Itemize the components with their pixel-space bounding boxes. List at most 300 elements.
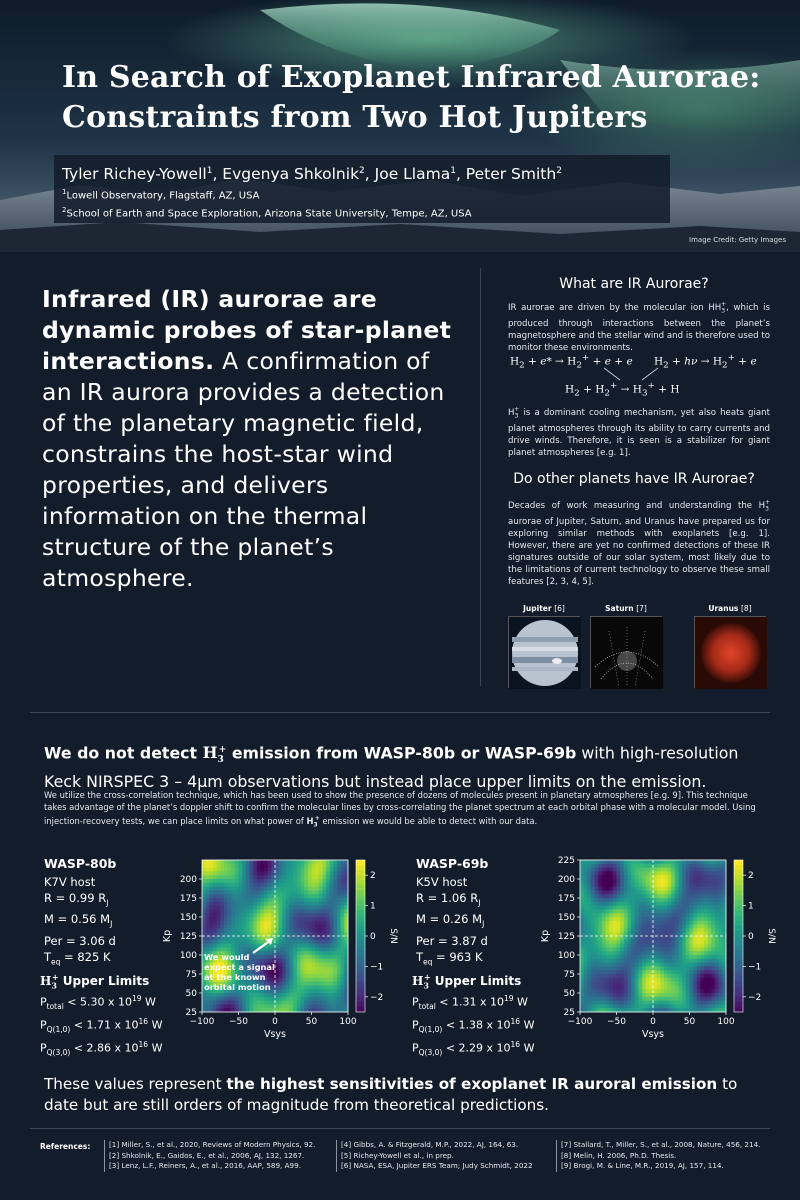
heatmap-cell — [602, 1004, 606, 1008]
heatmap-cell — [206, 890, 210, 894]
heatmap-cell — [301, 940, 305, 944]
heatmap-cell — [715, 944, 719, 948]
heatmap-cell — [715, 951, 719, 955]
heatmap-cell — [642, 868, 646, 872]
heatmap-cell — [213, 997, 217, 1001]
heatmap-cell — [613, 868, 617, 872]
heatmap-cell — [301, 985, 305, 989]
heatmap-cell — [257, 1004, 261, 1008]
heatmap-cell — [664, 879, 668, 883]
heatmap-cell — [286, 959, 290, 963]
heatmap-cell — [617, 963, 621, 967]
heatmap-cell — [587, 970, 591, 974]
heatmap-cell — [217, 913, 221, 917]
heatmap-cell — [217, 940, 221, 944]
heatmap-cell — [642, 936, 646, 940]
heatmap-cell — [664, 944, 668, 948]
heatmap-cell — [708, 875, 712, 879]
heatmap-cell — [217, 997, 221, 1001]
heatmap-cell — [690, 951, 694, 955]
heatmap-cell — [657, 936, 661, 940]
heatmap-cell — [620, 940, 624, 944]
heatmap-cell — [660, 985, 664, 989]
heatmap-cell — [580, 936, 584, 940]
heatmap-cell — [315, 985, 319, 989]
heatmap-cell — [330, 951, 334, 955]
heatmap-cell — [668, 993, 672, 997]
heatmap-cell — [653, 989, 657, 993]
heatmap-cell — [715, 955, 719, 959]
heatmap-cell — [679, 887, 683, 891]
heatmap-cell — [315, 966, 319, 970]
heatmap-cell — [668, 925, 672, 929]
heatmap-cell — [700, 944, 704, 948]
heatmap-cell — [660, 982, 664, 986]
heatmap-cell — [697, 928, 701, 932]
heatmap-cell — [275, 887, 279, 891]
heatmap-cell — [660, 970, 664, 974]
heatmap-cell — [322, 928, 326, 932]
heatmap-cell — [304, 879, 308, 883]
heatmap-cell — [326, 925, 330, 929]
heatmap-cell — [228, 860, 232, 864]
y-tick-label: 75 — [185, 970, 197, 980]
heatmap-cell — [704, 913, 708, 917]
heatmap-cell — [686, 925, 690, 929]
heatmap-cell — [322, 879, 326, 883]
heatmap-cell — [209, 909, 213, 913]
heatmap-cell — [264, 955, 268, 959]
heatmap-cell — [719, 864, 723, 868]
heatmap-cell — [598, 864, 602, 868]
heatmap-cell — [591, 868, 595, 872]
heatmap-cell — [690, 970, 694, 974]
heatmap-cell — [587, 917, 591, 921]
heatmap-cell — [642, 940, 646, 944]
heatmap-cell — [290, 913, 294, 917]
heatmap-cell — [657, 887, 661, 891]
heatmap-cell — [671, 913, 675, 917]
heatmap-cell — [242, 894, 246, 898]
heatmap-cell — [675, 894, 679, 898]
heatmap-cell — [312, 898, 316, 902]
heatmap-cell — [631, 966, 635, 970]
heatmap-cell — [613, 963, 617, 967]
heatmap-cell — [279, 1001, 283, 1005]
heatmap-cell — [231, 928, 235, 932]
heatmap-cell — [627, 925, 631, 929]
heatmap-cell — [660, 883, 664, 887]
heatmap-cell — [297, 951, 301, 955]
heatmap-cell — [657, 894, 661, 898]
heatmap-cell — [704, 887, 708, 891]
heatmap-cell — [679, 928, 683, 932]
heatmap-cell — [591, 906, 595, 910]
heatmap-cell — [282, 951, 286, 955]
heatmap-cell — [206, 887, 210, 891]
heatmap-cell — [337, 970, 341, 974]
heatmap-cell — [679, 955, 683, 959]
heatmap-cell — [580, 890, 584, 894]
heatmap-cell — [595, 944, 599, 948]
heatmap-cell — [624, 963, 628, 967]
heatmap-cell — [293, 868, 297, 872]
heatmap-cell — [690, 1001, 694, 1005]
heatmap-cell — [690, 894, 694, 898]
heatmap-cell — [293, 921, 297, 925]
heatmap-cell — [682, 883, 686, 887]
heatmap-cell — [260, 993, 264, 997]
heatmap-cell — [613, 978, 617, 982]
heatmap-cell — [315, 890, 319, 894]
heatmap-cell — [617, 970, 621, 974]
heatmap-cell — [228, 868, 232, 872]
heatmap-cell — [312, 940, 316, 944]
heatmap-cell — [584, 921, 588, 925]
heatmap-cell — [598, 978, 602, 982]
heatmap-cell — [322, 966, 326, 970]
heatmap-cell — [315, 864, 319, 868]
heatmap-cell — [719, 875, 723, 879]
heatmap-cell — [620, 928, 624, 932]
heatmap-cell — [660, 871, 664, 875]
y-tick-label: 200 — [179, 875, 197, 885]
heatmap-cell — [257, 936, 261, 940]
heatmap-cell — [595, 1004, 599, 1008]
heatmap-cell — [286, 1001, 290, 1005]
y-tick-label: 175 — [557, 894, 575, 904]
heatmap-cell — [697, 894, 701, 898]
heatmap-cell — [719, 963, 723, 967]
heatmap-cell — [246, 947, 250, 951]
heatmap-cell — [322, 925, 326, 929]
heatmap-cell — [711, 978, 715, 982]
heatmap-cell — [315, 909, 319, 913]
heatmap-cell — [635, 970, 639, 974]
heatmap-cell — [304, 917, 308, 921]
heatmap-cell — [312, 966, 316, 970]
heatmap-cell — [228, 875, 232, 879]
heatmap-cell — [646, 947, 650, 951]
heatmap-cell — [613, 906, 617, 910]
heatmap-cell — [671, 985, 675, 989]
heatmap-cell — [584, 947, 588, 951]
heatmap-cell — [627, 951, 631, 955]
heatmap-cell — [220, 860, 224, 864]
heatmap-cell — [609, 890, 613, 894]
heatmap-cell — [704, 947, 708, 951]
heatmap-cell — [675, 982, 679, 986]
heatmap-cell — [304, 966, 308, 970]
heatmap-cell — [690, 936, 694, 940]
heatmap-cell — [282, 860, 286, 864]
heatmap-cell — [715, 959, 719, 963]
heatmap-cell — [253, 871, 257, 875]
colorbar-segment — [734, 880, 743, 885]
heatmap-cell — [671, 936, 675, 940]
heatmap-cell — [686, 959, 690, 963]
heatmap-cell — [624, 871, 628, 875]
heatmap-cell — [711, 894, 715, 898]
heatmap-cell — [700, 951, 704, 955]
heatmap-cell — [330, 985, 334, 989]
heatmap-cell — [664, 993, 668, 997]
heatmap-cell — [638, 909, 642, 913]
heatmap-cell — [602, 875, 606, 879]
heatmap-cell — [333, 985, 337, 989]
heatmap-cell — [664, 906, 668, 910]
heatmap-cell — [708, 978, 712, 982]
heatmap-cell — [228, 890, 232, 894]
heatmap-cell — [297, 894, 301, 898]
heatmap-cell — [704, 894, 708, 898]
heatmap-cell — [704, 1001, 708, 1005]
heatmap-cell — [268, 860, 272, 864]
heatmap-cell — [675, 1001, 679, 1005]
heatmap-cell — [627, 940, 631, 944]
heatmap-cell — [231, 868, 235, 872]
heatmap-cell — [304, 890, 308, 894]
heatmap-cell — [711, 883, 715, 887]
heatmap-cell — [617, 917, 621, 921]
heatmap-cell — [624, 997, 628, 1001]
heatmap-cell — [595, 864, 599, 868]
heatmap-cell — [322, 936, 326, 940]
heatmap-cell — [213, 947, 217, 951]
heatmap-cell — [330, 921, 334, 925]
heatmap-cell — [653, 959, 657, 963]
heatmap-cell — [268, 993, 272, 997]
heatmap-cell — [715, 978, 719, 982]
heatmap-cell — [668, 906, 672, 910]
heatmap-cell — [617, 1004, 621, 1008]
heatmap-cell — [580, 982, 584, 986]
heatmap-cell — [286, 997, 290, 1001]
heatmap-cell — [708, 871, 712, 875]
heatmap-cell — [220, 875, 224, 879]
heatmap-cell — [704, 936, 708, 940]
heatmap-cell — [301, 966, 305, 970]
heatmap-cell — [635, 993, 639, 997]
heatmap-cell — [337, 883, 341, 887]
heatmap-cell — [595, 955, 599, 959]
heatmap-cell — [235, 921, 239, 925]
heatmap-cell — [239, 883, 243, 887]
heatmap-cell — [700, 913, 704, 917]
heatmap-cell — [242, 925, 246, 929]
heatmap-cell — [719, 898, 723, 902]
heatmap-cell — [715, 894, 719, 898]
heatmap-cell — [220, 1004, 224, 1008]
heatmap-cell — [591, 921, 595, 925]
heatmap-cell — [697, 906, 701, 910]
heatmap-cell — [282, 993, 286, 997]
colorbar-tick-label: −2 — [370, 992, 384, 1003]
heatmap-cell — [290, 887, 294, 891]
heatmap-cell — [326, 917, 330, 921]
heatmap-cell — [635, 879, 639, 883]
heatmap-cell — [580, 883, 584, 887]
heatmap-cell — [613, 875, 617, 879]
heatmap-cell — [275, 936, 279, 940]
heatmap-cell — [249, 902, 253, 906]
heatmap-cell — [301, 917, 305, 921]
heatmap-cell — [642, 879, 646, 883]
heatmap-cell — [319, 944, 323, 948]
heatmap-cell — [638, 890, 642, 894]
heatmap-cell — [220, 902, 224, 906]
heatmap-cell — [580, 868, 584, 872]
heatmap-cell — [322, 883, 326, 887]
heatmap-cell — [595, 936, 599, 940]
heatmap-cell — [708, 913, 712, 917]
heatmap-cell — [675, 974, 679, 978]
heatmap-cell — [290, 974, 294, 978]
heatmap-cell — [304, 883, 308, 887]
heatmap-cell — [297, 906, 301, 910]
heatmap-cell — [690, 1004, 694, 1008]
heatmap-cell — [627, 993, 631, 997]
heatmap-cell — [602, 989, 606, 993]
heatmap-cell — [326, 894, 330, 898]
heatmap-cell — [330, 966, 334, 970]
heatmap-cell — [279, 985, 283, 989]
heatmap-cell — [297, 1001, 301, 1005]
heatmap-cell — [330, 1004, 334, 1008]
heatmap-cell — [591, 887, 595, 891]
heatmap-cell — [297, 974, 301, 978]
heatmap-cell — [617, 947, 621, 951]
heatmap-cell — [609, 997, 613, 1001]
heatmap-cell — [580, 913, 584, 917]
heatmap-cell — [587, 909, 591, 913]
heatmap-cell — [609, 963, 613, 967]
heatmap-cell — [587, 1001, 591, 1005]
colorbar-segment — [356, 966, 365, 971]
heatmap-cell — [239, 894, 243, 898]
heatmap-cell — [253, 902, 257, 906]
heatmap-cell — [206, 864, 210, 868]
heatmap-cell — [646, 963, 650, 967]
heatmap-cell — [700, 963, 704, 967]
y-tick-label: 50 — [185, 989, 197, 999]
references-label: References: — [40, 1142, 91, 1151]
heatmap-cell — [664, 1001, 668, 1005]
heatmap-cell — [286, 940, 290, 944]
heatmap-cell — [275, 894, 279, 898]
heatmap-cell — [693, 868, 697, 872]
heatmap-cell — [609, 982, 613, 986]
heatmap-cell — [282, 894, 286, 898]
heatmap-cell — [664, 883, 668, 887]
heatmap-cell — [337, 944, 341, 948]
colorbar-label: S/N — [388, 928, 398, 944]
heatmap-cell — [690, 989, 694, 993]
what-heading: What are IR Aurorae? — [559, 276, 709, 292]
heatmap-cell — [631, 1001, 635, 1005]
heatmap-cell — [660, 902, 664, 906]
heatmap-cell — [668, 966, 672, 970]
heatmap-cell — [591, 989, 595, 993]
heatmap-cell — [598, 928, 602, 932]
heatmap-cell — [297, 887, 301, 891]
heatmap-cell — [235, 944, 239, 948]
heatmap-cell — [246, 868, 250, 872]
heatmap-cell — [675, 890, 679, 894]
heatmap-cell — [591, 959, 595, 963]
heatmap-cell — [217, 944, 221, 948]
heatmap-cell — [220, 917, 224, 921]
heatmap-cell — [719, 879, 723, 883]
heatmap-cell — [297, 902, 301, 906]
colorbar-segment — [734, 911, 743, 916]
heatmap-cell — [239, 898, 243, 902]
heatmap-cell — [711, 947, 715, 951]
heatmap-cell — [304, 993, 308, 997]
heatmap-cell — [660, 993, 664, 997]
heatmap-cell — [624, 917, 628, 921]
heatmap-cell — [304, 989, 308, 993]
heatmap-cell — [631, 868, 635, 872]
heatmap-cell — [653, 970, 657, 974]
heatmap-cell — [235, 940, 239, 944]
heatmap-cell — [631, 959, 635, 963]
heatmap-cell — [275, 970, 279, 974]
reaction-equation-2: $H_2 + h\nu \to H_2^+ + e$ — [654, 353, 757, 371]
heatmap-cell — [584, 925, 588, 929]
heatmap-cell — [308, 978, 312, 982]
heatmap-cell — [719, 940, 723, 944]
heatmap-cell — [595, 902, 599, 906]
heatmap-cell — [682, 879, 686, 883]
heatmap-cell — [246, 997, 250, 1001]
heatmap-cell — [246, 936, 250, 940]
heatmap-cell — [708, 917, 712, 921]
heatmap-cell — [217, 875, 221, 879]
heatmap-cell — [326, 868, 330, 872]
heatmap-cell — [617, 887, 621, 891]
heatmap-cell — [279, 913, 283, 917]
heatmap-cell — [341, 955, 345, 959]
heatmap-cell — [697, 955, 701, 959]
heatmap-cell — [224, 997, 228, 1001]
heatmap-cell — [686, 989, 690, 993]
heatmap-cell — [638, 982, 642, 986]
heatmap-cell — [693, 909, 697, 913]
heatmap-cell — [657, 944, 661, 948]
heatmap-cell — [228, 902, 232, 906]
heatmap-cell — [653, 1004, 657, 1008]
heatmap-cell — [584, 1004, 588, 1008]
heatmap-cell — [308, 925, 312, 929]
heatmap-cell — [642, 898, 646, 902]
colorbar-segment — [356, 987, 365, 992]
heatmap-cell — [206, 909, 210, 913]
heatmap-cell — [580, 928, 584, 932]
heatmap-cell — [264, 860, 268, 864]
heatmap-cell — [595, 925, 599, 929]
heatmap-cell — [700, 883, 704, 887]
heatmap-cell — [602, 985, 606, 989]
heatmap-cell — [202, 906, 206, 910]
heatmap-cell — [668, 955, 672, 959]
heatmap-cell — [341, 970, 345, 974]
heatmap-cell — [660, 940, 664, 944]
wasp80b-properties: K7V host R = 0.99 $R_J$ M = 0.56 $M_J$ Per = 3.06 d $T_{eq} = 825$ K — [44, 875, 116, 966]
heatmap-cell — [697, 985, 701, 989]
heatmap-cell — [275, 890, 279, 894]
heatmap-cell — [580, 860, 584, 864]
